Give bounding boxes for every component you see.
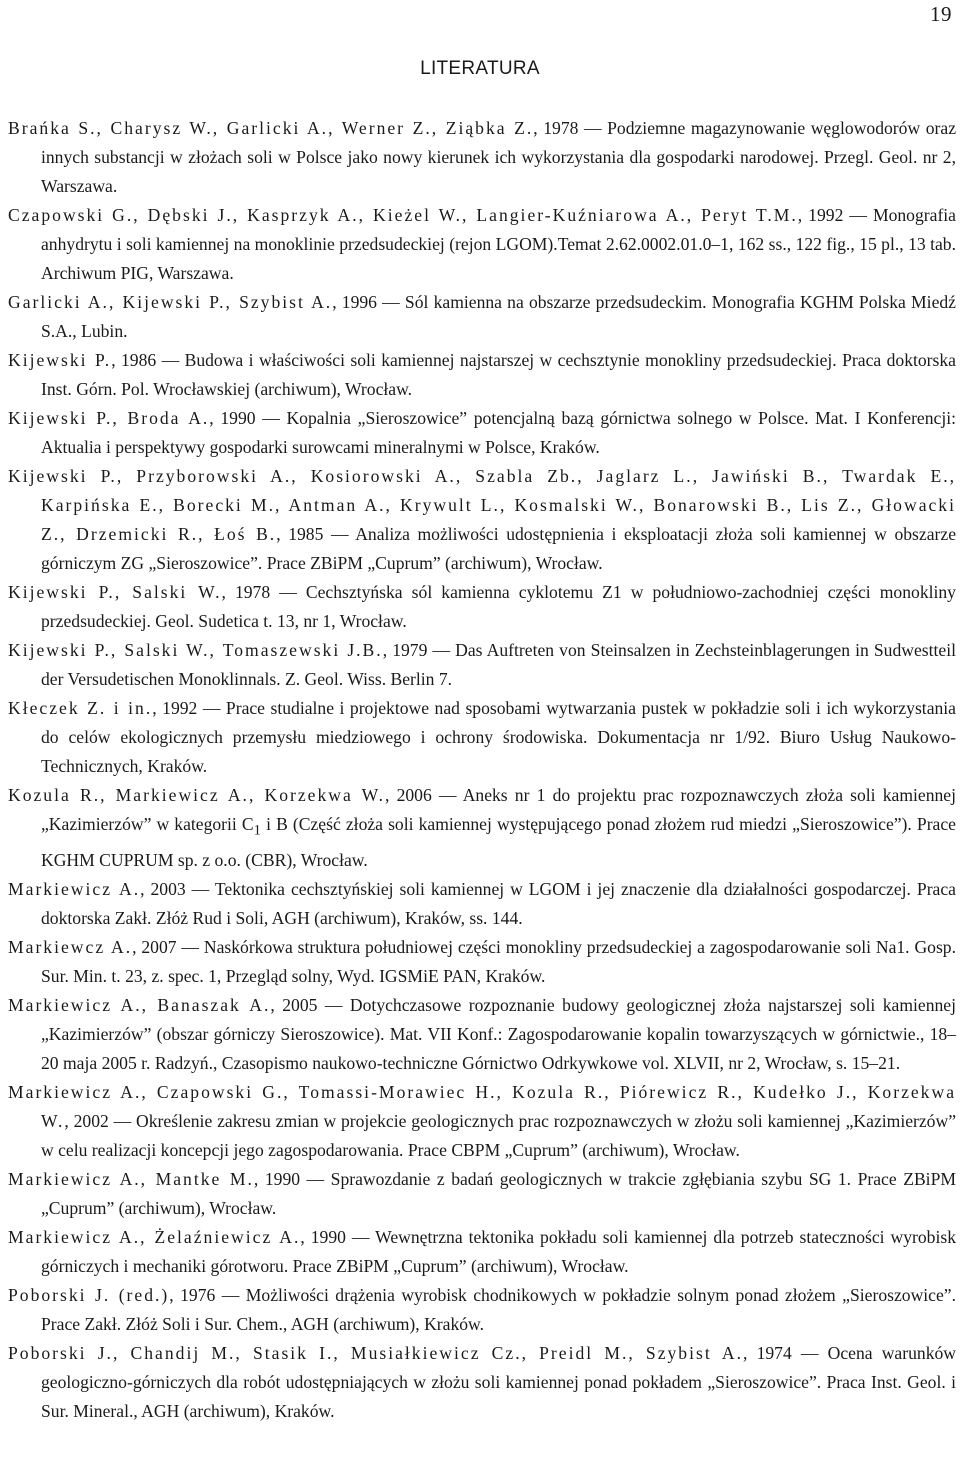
reference-details: , 1976 — Możliwości drążenia wyrobisk chodnikowych w pokładzie solnym ponad złożem „Sieroszowice”. Prace Zakł. Złóż Soli i Sur. Chem., AGH (archiwum), Kraków. — [41, 1284, 956, 1334]
reference-entry — [8, 1223, 956, 1281]
reference-entry — [8, 933, 956, 991]
reference-details: , 2007 — Naskórkowa struktura południowej części monokliny przedsudeckiej a zagospodarowanie soli Na1. Gosp. Sur. Min. t. 23, z. spec. 1, Przegląd solny, Wyd. IGSMiE PAN, Kraków. — [41, 936, 956, 986]
reference-authors: Markiewicz A., Żelaźniewicz A. — [8, 1226, 301, 1247]
section-heading: LITERATURA — [420, 58, 540, 79]
reference-authors: Poborski J., Chandij M., Stasik I., Musiałkiewicz Cz., Preidl M., Szybist A. — [8, 1342, 744, 1363]
reference-entry — [8, 694, 956, 781]
reference-authors: Markiewcz A. — [8, 936, 133, 957]
reference-details: , 1986 — Budowa i właściwości soli kamiennej najstarszej w cechsztynie monokliny przedsudeckiej. Praca doktorska Inst. Górn. Pol. Wrocławskiej (archiwum), Wrocław. — [41, 350, 956, 399]
reference-entry — [8, 1339, 956, 1426]
reference-entry — [8, 201, 956, 288]
reference-entry — [8, 1165, 956, 1223]
reference-entry — [8, 346, 956, 404]
page-number: 19 — [930, 2, 952, 26]
reference-details: , 2003 — Tektonika cechsztyńskiej soli kamiennej w LGOM i jej znaczenie dla działalności gospodarczej. Praca doktorska Zakł. Złóż Rud i Soli, AGH (archiwum), Kraków, ss. 144. — [41, 878, 956, 928]
reference-authors: Kijewski P., Salski W., Tomaszewski J.B. — [8, 640, 383, 660]
reference-authors: Kijewski P. — [8, 350, 112, 370]
reference-details: , 2006 — Aneks nr 1 do projektu prac rozpoznawczych złoża soli kamiennej „Kazimierzów” w kategorii C — [41, 785, 957, 834]
reference-entry — [8, 578, 956, 636]
reference-entry — [8, 636, 956, 694]
reference-details: , 1974 — Ocena warunków geologiczno-górniczych dla robót udostępniających w złożu soli kamiennej ponad pokładem „Sieroszowice”. Praca Inst. Geol. i Sur. Mineral., AGH (archiwum), Kraków. — [41, 1342, 956, 1421]
reference-entry — [8, 991, 956, 1078]
reference-authors: Markiewicz A. — [8, 878, 141, 899]
reference-authors: Markiewicz A., Banaszak A. — [8, 994, 271, 1015]
reference-entry — [8, 875, 956, 933]
reference-authors: Kłeczek Z. i in. — [8, 698, 153, 718]
reference-details: , 1979 — Das Auftreten von Steinsalzen in Zechsteinblagerungen in Sudwestteil der Versudetischen Monoklinnals. Z. Geol. Wiss. Berlin 7. — [41, 640, 956, 689]
reference-list — [8, 114, 956, 1426]
reference-details: , 1996 — Sól kamienna na obszarze przedsudeckim. Monografia KGHM Polska Miedź S.A., Lubin. — [41, 292, 956, 341]
reference-authors: Brańka S., Charysz W., Garlicki A., Werner Z., Ziąbka Z. — [8, 118, 534, 138]
reference-details-continued: i B (Część złoża soli kamiennej występującego ponad złożem rud miedzi „Sieroszowice”). Prace KGHM CUPRUM sp. z o.o. (CBR), Wrocław. — [41, 814, 956, 870]
reference-entry — [8, 1078, 956, 1165]
reference-details: , 1990 — Wewnętrzna tektonika pokładu soli kamiennej dla potrzeb stateczności wyrobisk górniczych i mechaniki górotworu. Prace ZBiPM „Cuprum” (archiwum), Wrocław. — [41, 1226, 956, 1276]
reference-authors: Kijewski P., Przyborowski A., Kosiorowski A., Szabla Zb., Jaglarz L., Jawiński B., Twardak E., Karpińska E., Borecki M., Antman A., Krywult L., Kosmalski W., Bonarowski B., Lis Z., Głowacki Z., Drzemicki R., Łoś B. — [8, 466, 956, 544]
reference-entry — [8, 288, 956, 346]
reference-authors: Markiewicz A., Mantke M. — [8, 1168, 254, 1189]
reference-details: , 1985 — Analiza możliwości udostępnienia i eksploatacji złoża soli kamiennej w obszarze górniczym ZG „Sieroszowice”. Prace ZBiPM „Cuprum” (archiwum), Wrocław. — [41, 524, 956, 573]
reference-authors: Kijewski P., Salski W. — [8, 582, 222, 602]
reference-entry — [8, 462, 956, 578]
reference-authors: Markiewicz A., Czapowski G., Tomassi-Morawiec H., Kozula R., Piórewicz R., Kudełko J., Korzekwa W. — [8, 1081, 956, 1131]
reference-authors: Poborski J. (red.) — [8, 1284, 170, 1305]
reference-details: , 1990 — Sprawozdanie z badań geologicznych w trakcie zgłębiania szybu SG 1. Prace ZBiPM „Cuprum” (archiwum), Wrocław. — [41, 1168, 956, 1218]
reference-details: , 1992 — Prace studialne i projektowe nad sposobami wytwarzania pustek w pokładzie soli i ich wykorzystania do celów ekologicznych przemysłu miedziowego i ochrony środowiska. Dokumentacja nr 1/92. Biuro Usług Naukowo-Technicznych, Kraków. — [41, 698, 956, 776]
reference-details: , 2005 — Dotychczasowe rozpoznanie budowy geologicznej złoża najstarszej soli kamiennej „Kazimierzów” (obszar górniczy Sieroszowice). Mat. VII Konf.: Zagospodarowanie kopalin towarzyszących w górnictwie., 18–20 maja 2005 r. Radzyń., Czasopismo naukowo-techniczne Górnictwo Odrkywkowe vol. XLVII, nr 2, Wrocław, s. 15–21. — [41, 994, 956, 1073]
reference-authors: Garlicki A., Kijewski P., Szybist A. — [8, 292, 333, 312]
reference-details: , 1978 — Cechsztyńska sól kamienna cyklotemu Z1 w południowo-zachodniej części monokliny przedsudeckiej. Geol. Sudetica t. 13, nr 1, Wrocław. — [41, 582, 956, 631]
reference-authors: Kozula R., Markiewicz A., Korzekwa W. — [8, 785, 386, 805]
reference-authors: Czapowski G., Dębski J., Kasprzyk A., Kieżel W., Langier-Kuźniarowa A., Peryt T.M. — [8, 205, 798, 225]
reference-entry — [8, 114, 956, 201]
reference-entry — [8, 781, 956, 875]
reference-entry — [8, 404, 956, 462]
reference-details: , 1978 — Podziemne magazynowanie węglowodorów oraz innych substancji w złożach soli w Polsce jako nowy kierunek ich wykorzystania dla gospodarki narodowej. Przegl. Geol. nr 2, Warszawa. — [41, 118, 957, 196]
reference-entry — [8, 1281, 956, 1339]
subscript-category: 1 — [253, 822, 261, 839]
reference-authors: Kijewski P., Broda A. — [8, 408, 210, 428]
reference-details: , 1990 — Kopalnia „Sieroszowice” potencjalną bazą górnictwa solnego w Polsce. Mat. I Konferencji: Aktualia i perspektywy gospodarki surowcami mineralnymi w Polsce, Kraków. — [41, 408, 957, 457]
reference-details: , 2002 — Określenie zakresu zmian w projekcie geologicznych prac rozpoznawczych w złożu soli kamiennej „Kazimierzów” w celu realizacji koncepcji jego zagospodarowania. Prace CBPM „Cuprum” (archiwum), Wrocław. — [41, 1110, 956, 1160]
reference-details: , 1992 — Monografia anhydrytu i soli kamiennej na monoklinie przedsudeckiej (rejon LGOM).Temat 2.62.0002.01.0–1, 162 ss., 122 fig., 15 pl., 13 tab. Archiwum PIG, Warszawa. — [41, 205, 956, 283]
